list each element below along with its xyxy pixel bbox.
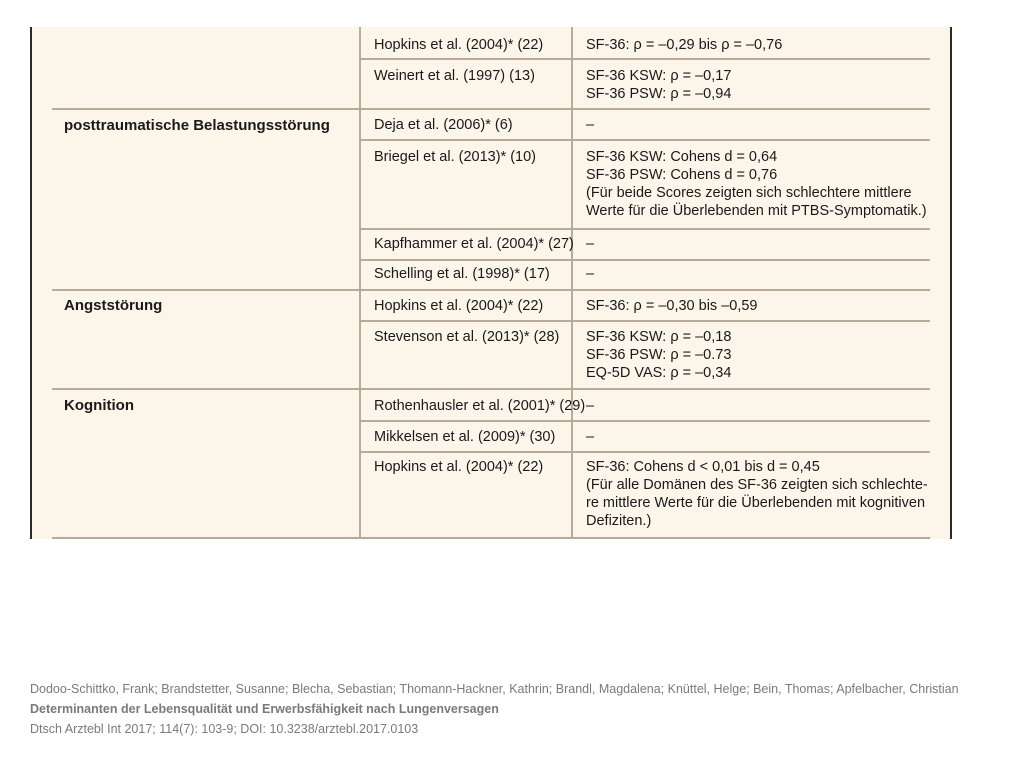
category-label: Angststörung (64, 297, 163, 314)
row-divider (361, 139, 930, 141)
table-bottom-border (52, 537, 930, 539)
result-cell: – (586, 236, 595, 252)
result-cell: SF-36: ρ = –0,29 bis ρ = –0,76 (586, 37, 783, 53)
study-cell: Deja et al. (2006)* (6) (374, 117, 513, 133)
citation-footer (30, 679, 1010, 739)
study-cell: Mikkelsen et al. (2009)* (30) (374, 429, 556, 445)
group-divider (52, 108, 930, 110)
category-label: Kognition (64, 397, 134, 414)
study-cell: Hopkins et al. (2004)* (22) (374, 37, 544, 53)
study-cell: Hopkins et al. (2004)* (22) (374, 298, 544, 314)
study-cell: Stevenson et al. (2013)* (28) (374, 329, 560, 345)
footer-authors: Dodoo-Schittko, Frank; Brandstetter, Susanne; Blecha, Sebastian; Thomann-Hackner, Kathrin; Brandl, Magdalena; Knüttel, Helge; Bein, Thomas; Apfelbacher, Christian (30, 682, 959, 696)
row-divider (361, 320, 930, 322)
footer-title: Determinanten der Lebensqualität und Erwerbsfähigkeit nach Lungenversagen (30, 702, 499, 716)
study-cell: Briegel et al. (2013)* (10) (374, 149, 536, 165)
result-cell: (Für beide Scores zeigten sich schlechtere mittlere (586, 185, 912, 201)
row-divider (361, 420, 930, 422)
group-divider (52, 289, 930, 291)
row-divider (361, 228, 930, 230)
column-divider-1 (359, 27, 361, 539)
result-cell: SF-36: ρ = –0,30 bis –0,59 (586, 298, 758, 314)
study-cell: Hopkins et al. (2004)* (22) (374, 459, 544, 475)
result-cell: – (586, 398, 595, 414)
footer-citation: Dtsch Arztebl Int 2017; 114(7): 103-9; DOI: 10.3238/arztebl.2017.0103 (30, 722, 419, 736)
result-cell: SF-36 PSW: ρ = –0,94 (586, 86, 732, 102)
result-cell: SF-36 PSW: ρ = –0.73 (586, 347, 732, 363)
column-divider-2 (571, 27, 573, 539)
study-cell: Kapfhammer et al. (2004)* (27) (374, 236, 574, 252)
result-cell: Werte für die Überlebenden mit PTBS-Symptomatik.) (586, 203, 927, 219)
result-cell: SF-36 KSW: ρ = –0,17 (586, 68, 732, 84)
results-table (30, 27, 952, 539)
study-cell: Weinert et al. (1997) (13) (374, 68, 535, 84)
result-cell: EQ-5D VAS: ρ = –0,34 (586, 365, 732, 381)
study-cell: Rothenhausler et al. (2001)* (29) (374, 398, 586, 414)
result-cell: SF-36 PSW: Cohens d = 0,76 (586, 167, 778, 183)
result-cell: – (586, 429, 595, 445)
row-divider (361, 58, 930, 60)
result-cell: – (586, 266, 595, 282)
study-cell: Schelling et al. (1998)* (17) (374, 266, 550, 282)
result-cell: SF-36 KSW: ρ = –0,18 (586, 329, 732, 345)
result-cell: SF-36: Cohens d < 0,01 bis d = 0,45 (586, 459, 820, 475)
row-divider (361, 451, 930, 453)
result-cell: (Für alle Domänen des SF-36 zeigten sich schlechte- (586, 477, 928, 493)
row-divider (361, 259, 930, 261)
result-cell: SF-36 KSW: Cohens d = 0,64 (586, 149, 778, 165)
result-cell: Defiziten.) (586, 513, 652, 529)
category-label: posttraumatische Belastungsstörung (64, 117, 330, 134)
group-divider (52, 388, 930, 390)
result-cell: – (586, 117, 595, 133)
result-cell: re mittlere Werte für die Überlebenden mit kognitiven (586, 495, 926, 511)
